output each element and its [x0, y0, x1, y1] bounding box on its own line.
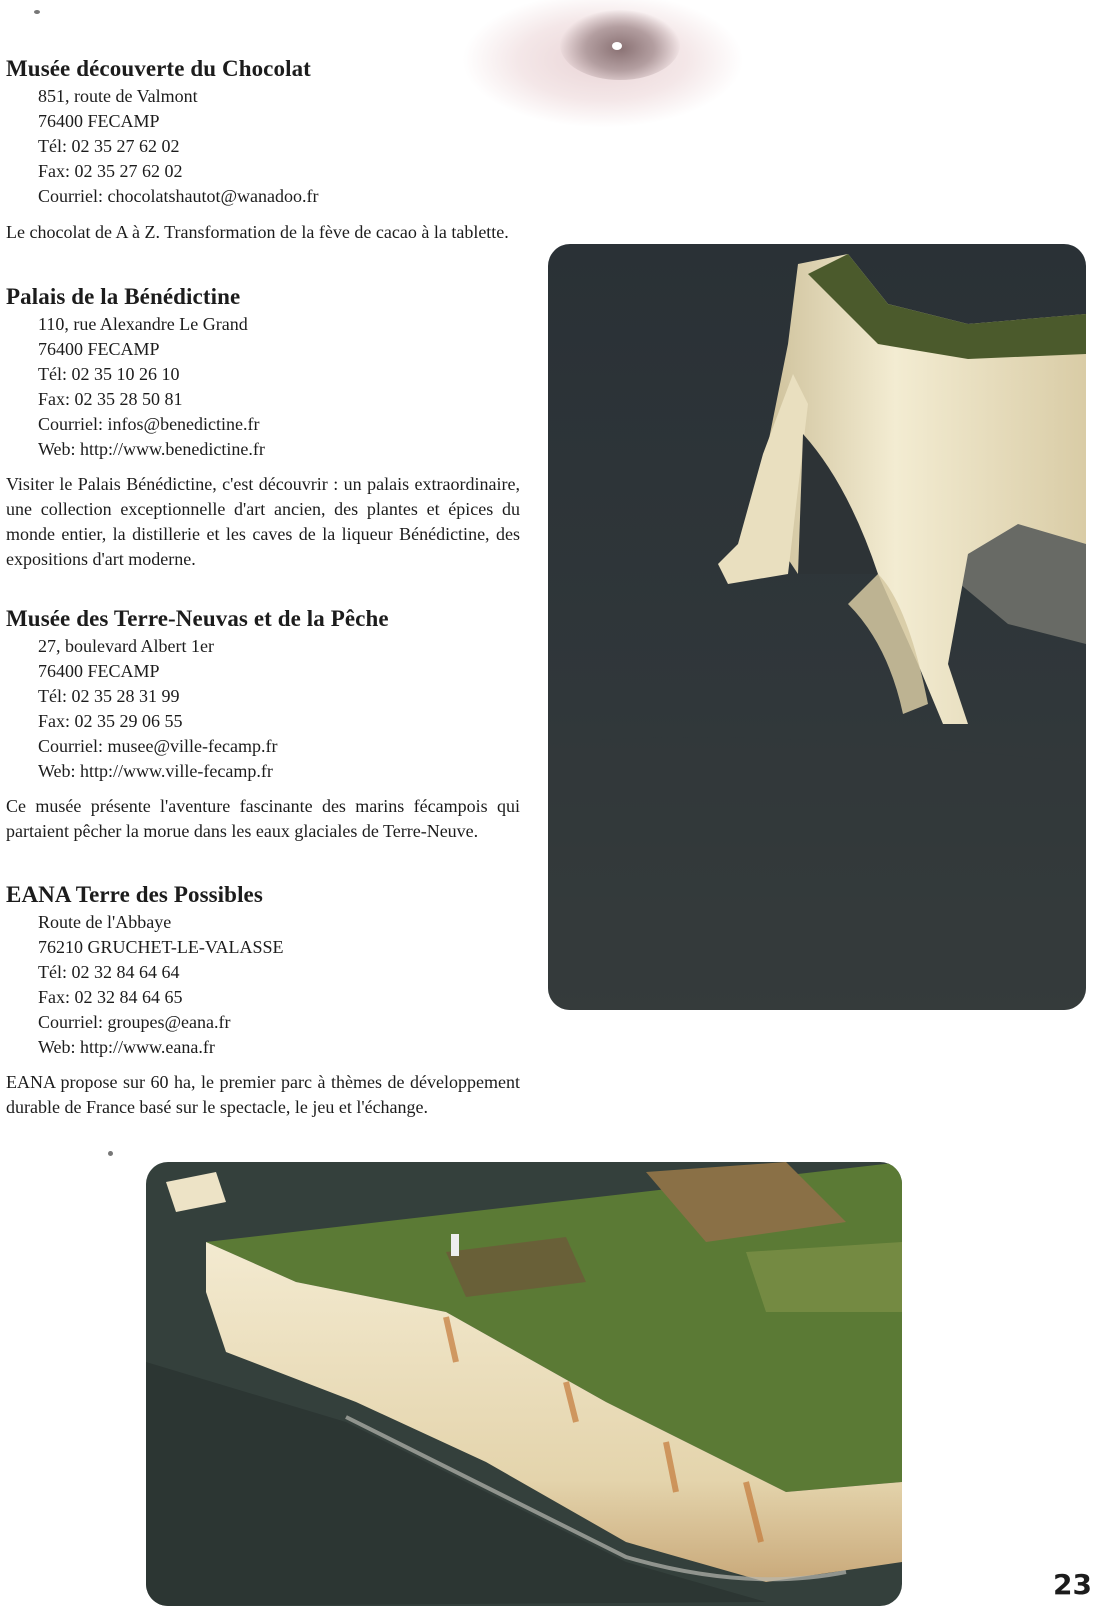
print-speck [108, 1151, 113, 1156]
cliff-arch-photo [548, 244, 1086, 1010]
entry-title-eana: EANA Terre des Possibles [6, 882, 263, 907]
phone: Tél: 02 35 27 62 02 [38, 136, 180, 156]
address-block-terre-neuvas [38, 634, 277, 784]
postal-city: 76400 FECAMP [38, 339, 160, 359]
address-block-eana [38, 910, 284, 1060]
phone: Tél: 02 35 10 26 10 [38, 364, 180, 384]
fax: Fax: 02 35 29 06 55 [38, 711, 183, 731]
address-line: 27, boulevard Albert 1er [38, 636, 214, 656]
entry-title-chocolat: Musée découverte du Chocolat [6, 56, 311, 81]
description-eana: EANA propose sur 60 ha, le premier parc à thèmes de développement durable de France basé sur le spectacle, le jeu et l'échange. [6, 1072, 520, 1117]
address-line: 851, route de Valmont [38, 86, 198, 106]
eye-glint [612, 42, 622, 50]
description-chocolat: Le chocolat de A à Z. Transformation de la fève de cacao à la tablette. [6, 222, 509, 242]
page-number: 23 [1053, 1568, 1092, 1601]
entry-title-terre-neuvas: Musée des Terre-Neuvas et de la Pêche [6, 606, 389, 631]
email: Courriel: chocolatshautot@wanadoo.fr [38, 186, 319, 206]
white-cliffs-aerial-photo [146, 1162, 902, 1606]
cliff-arch-illustration [548, 244, 1086, 1010]
phone: Tél: 02 32 84 64 64 [38, 962, 180, 982]
email: Courriel: infos@benedictine.fr [38, 414, 260, 434]
white-cliffs-illustration [146, 1162, 902, 1606]
postal-city: 76400 FECAMP [38, 111, 160, 131]
address-block-chocolat [38, 84, 319, 209]
entry-title-benedictine: Palais de la Bénédictine [6, 284, 241, 309]
address-line: Route de l'Abbaye [38, 912, 172, 932]
website: Web: http://www.ville-fecamp.fr [38, 761, 273, 781]
phone: Tél: 02 35 28 31 99 [38, 686, 180, 706]
address-line: 110, rue Alexandre Le Grand [38, 314, 248, 334]
postal-city: 76400 FECAMP [38, 661, 160, 681]
print-speck [34, 10, 40, 14]
website: Web: http://www.benedictine.fr [38, 439, 265, 459]
website: Web: http://www.eana.fr [38, 1037, 215, 1057]
fax: Fax: 02 32 84 64 65 [38, 987, 183, 1007]
address-block-benedictine [38, 312, 265, 462]
email: Courriel: musee@ville-fecamp.fr [38, 736, 278, 756]
fax: Fax: 02 35 28 50 81 [38, 389, 183, 409]
email: Courriel: groupes@eana.fr [38, 1012, 231, 1032]
fax: Fax: 02 35 27 62 02 [38, 161, 183, 181]
description-terre-neuvas: Ce musée présente l'aventure fascinante des marins fécampois qui partaient pêcher la morue dans les eaux glaciales de Terre-Neuve. [6, 796, 520, 841]
description-benedictine: Visiter le Palais Bénédictine, c'est découvrir : un palais extraordinaire, une collection exceptionnelle d'art ancien, des plantes et épices du monde entier, la distillerie et les caves de la liqueur Bénédictine, des expositions d'art moderne. [6, 474, 520, 569]
postal-city: 76210 GRUCHET-LE-VALASSE [38, 937, 284, 957]
